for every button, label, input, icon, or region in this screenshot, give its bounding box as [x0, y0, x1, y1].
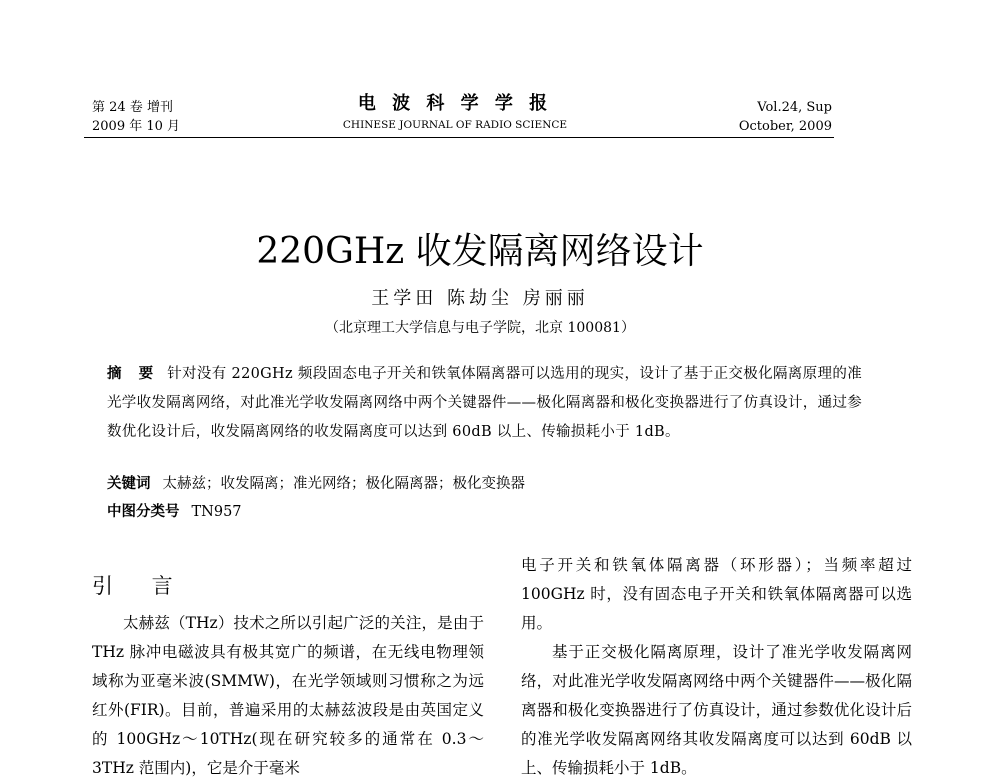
classification-code: TN957: [191, 504, 242, 520]
author-affiliation: （北京理工大学信息与电子学院，北京 100081）: [325, 320, 635, 336]
running-header-left: [92, 98, 180, 136]
classification-line: [107, 499, 862, 525]
journal-title-cn: 电 波 科 学 学 报: [357, 93, 553, 114]
running-header-right: [700, 98, 832, 136]
paper-title: 220GHz 收发隔离网络设计: [256, 231, 704, 272]
paper-authors: 王学田 陈劫尘 房丽丽: [371, 288, 589, 309]
running-header-center: [330, 92, 580, 133]
publication-date-cn: 2009 年 10 月: [92, 119, 181, 134]
body-column-left: [92, 609, 484, 783]
body-paragraph: 太赫兹（THz）技术之所以引起广泛的关注，是由于 THz 脉冲电磁波具有极其宽广的频谱，在无线电物理领域称为亚毫米波(SMMW)，在光学领域则习惯称之为远红外(FIR)。目前，普遍采用的太赫兹波段是由英国定义的 100GHz～10THz(现在研究较多的通常在 0.3～3THz 范围内)，它是介于毫米: [92, 614, 484, 777]
abstract-label: 摘 要: [107, 365, 160, 382]
publication-date-en: October, 2009: [738, 119, 832, 134]
body-column-right: [521, 551, 912, 783]
keywords-line: [107, 471, 862, 497]
header-divider: [84, 137, 834, 138]
keywords-label: 关键词: [107, 475, 151, 492]
volume-issue-en: Vol.24, Sup: [757, 100, 832, 115]
classification-label: 中图分类号: [107, 503, 180, 520]
body-paragraph-continued: 电子开关和铁氧体隔离器（环形器）；当频率超过 100GHz 时，没有固态电子开关和铁氧体隔离器可以选用。: [521, 556, 912, 632]
abstract-text: 针对没有 220GHz 频段固态电子开关和铁氧体隔离器可以选用的现实，设计了基于正交极化隔离原理的准光学收发隔离网络，对此准光学收发隔离网络中两个关键器件——极化隔离器和极化变换器进行了仿真设计，通过参数优化设计后，收发隔离网络的收发隔离度可以达到 60dB 以上、传输损耗小于 1dB。: [107, 366, 862, 440]
section-heading-introduction: 引 言: [92, 574, 189, 598]
journal-title-en: CHINESE JOURNAL OF RADIO SCIENCE: [342, 119, 568, 131]
abstract-block: [107, 359, 862, 447]
body-paragraph: 基于正交极化隔离原理，设计了准光学收发隔离网络，对此准光学收发隔离网络中两个关键器件——极化隔离器和极化变换器进行了仿真设计，通过参数优化设计后的准光学收发隔离网络其收发隔离度可以达到 60dB 以上、传输损耗小于 1dB。: [521, 643, 912, 777]
keywords-text: 太赫兹；收发隔离；准光网络；极化隔离器；极化变换器: [162, 476, 525, 492]
volume-issue-cn: 第 24 卷 增刊: [92, 100, 173, 115]
